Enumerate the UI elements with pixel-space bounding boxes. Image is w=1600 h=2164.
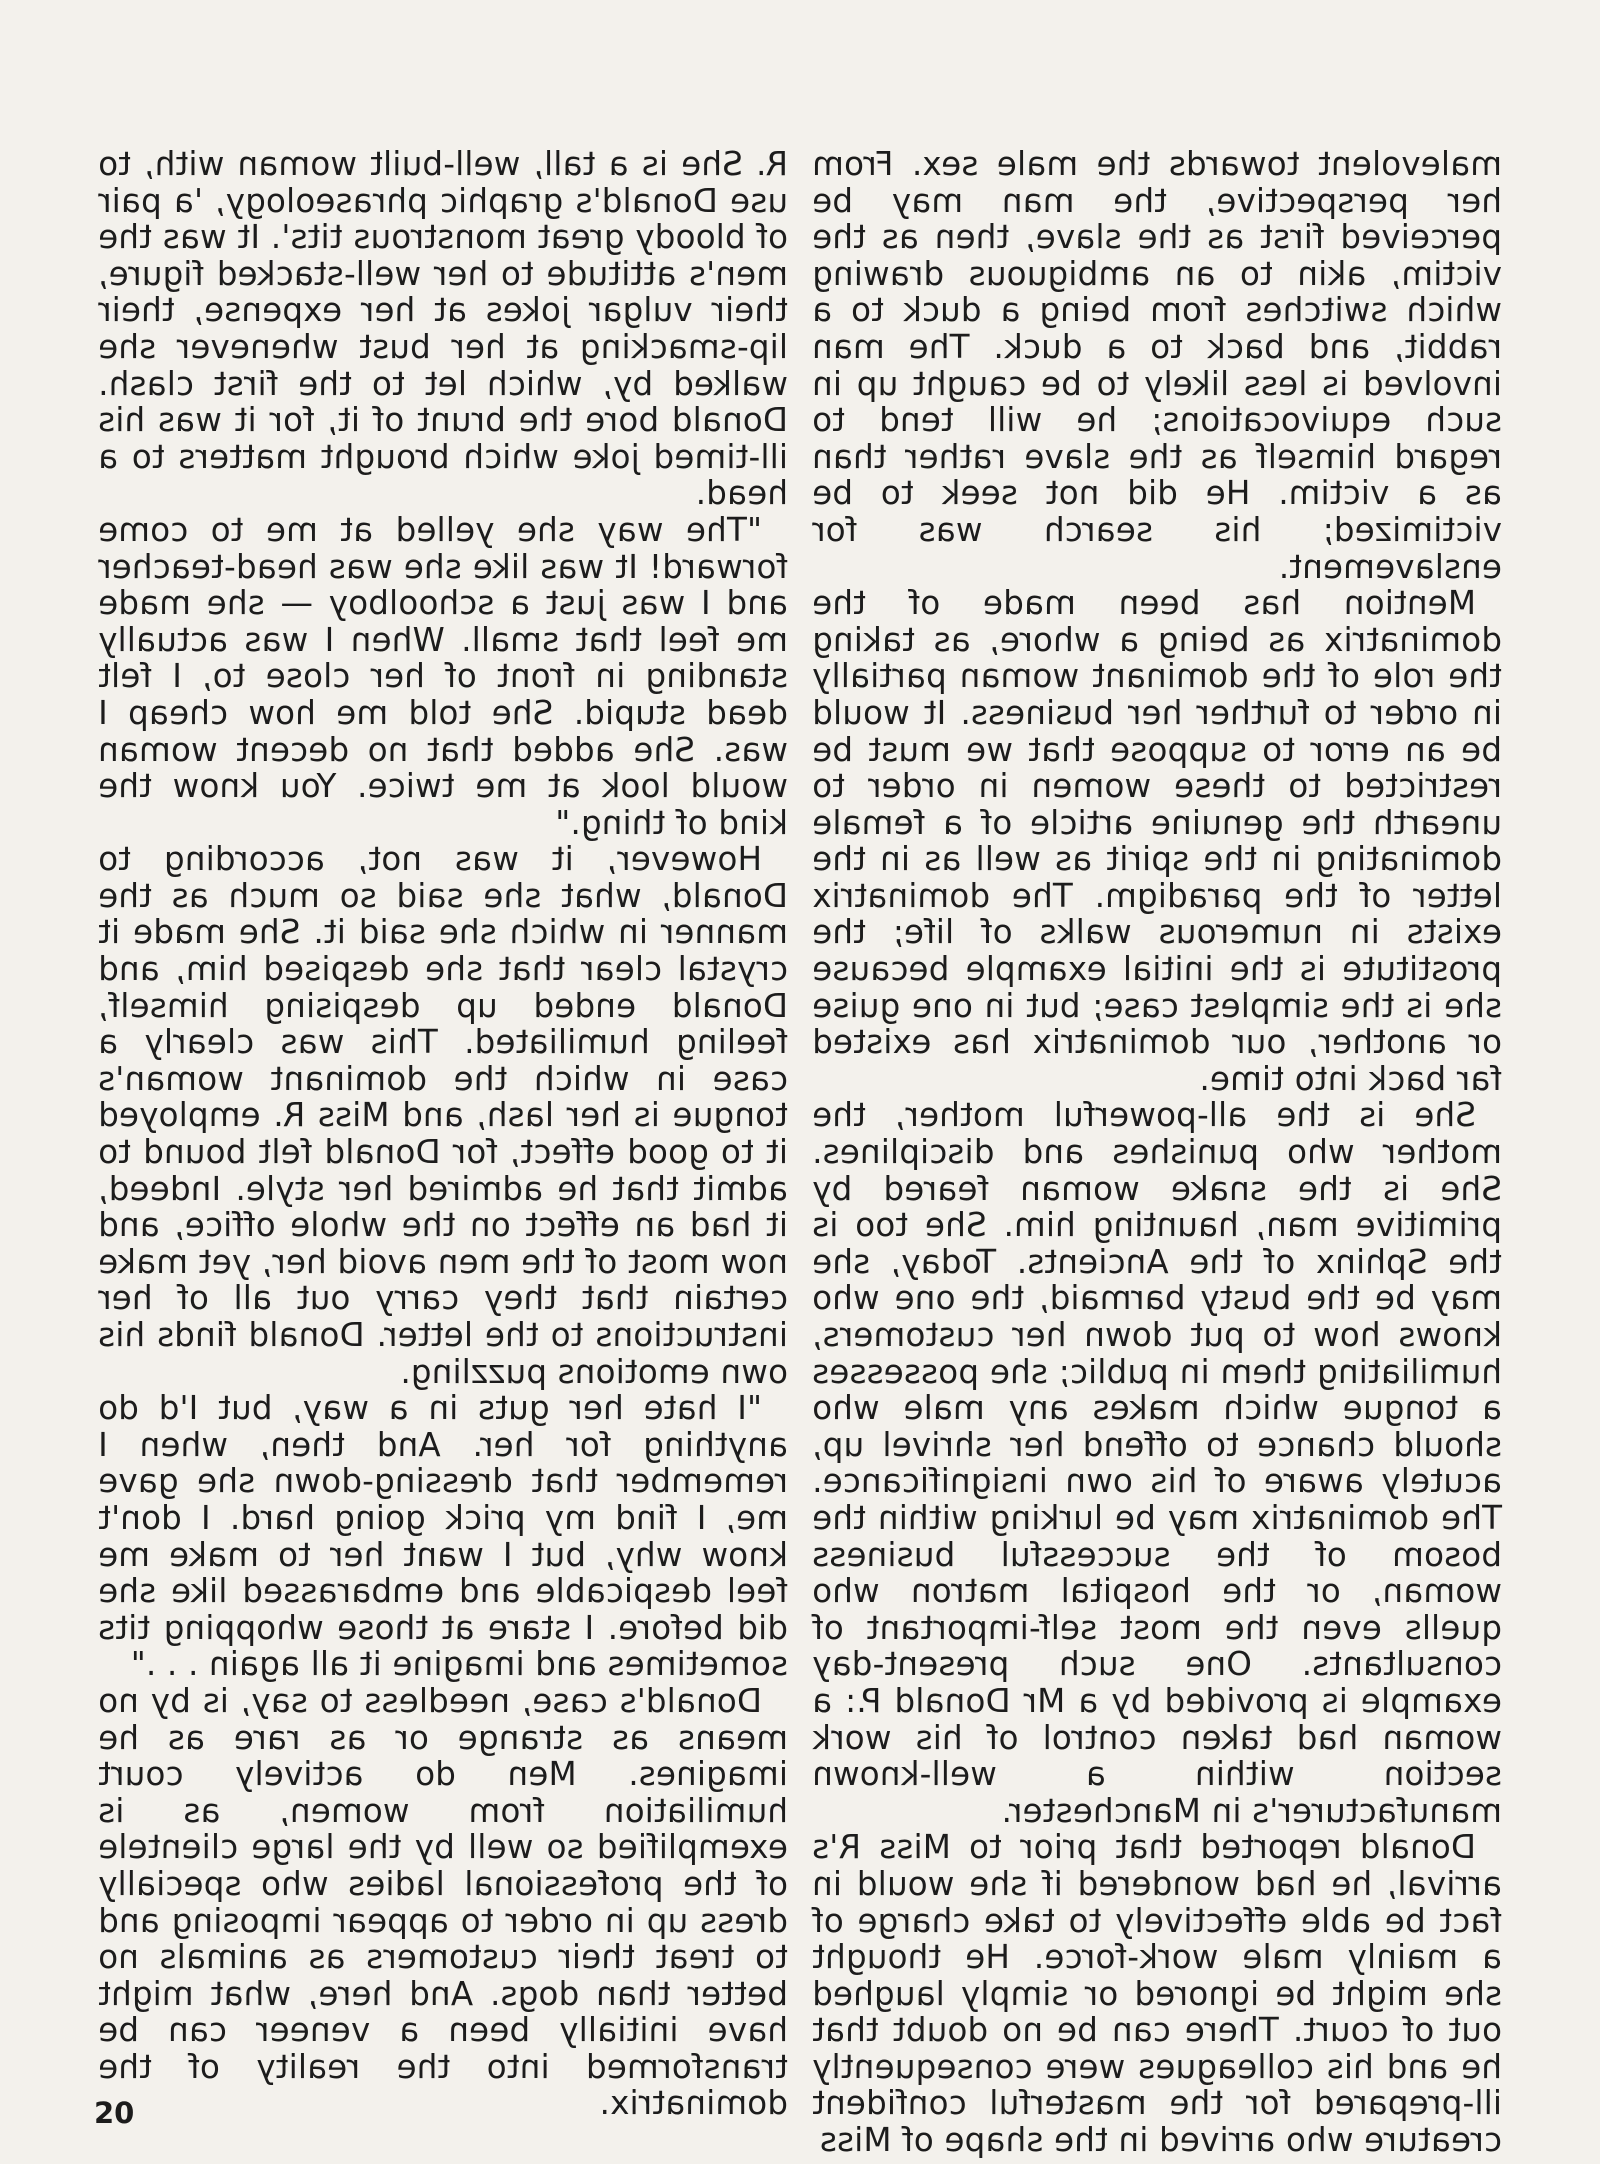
paragraph: Donald's case, needless to say, is by no means as strange or as rare as he imagines. Men do actively court humiliation from women, as is exemplified so well by the large clientele of the professional ladies who specially dress up in order to appear imposing and to treat their customers as animals no better than dogs. And here, what might have initially been a veneer can be transformed into the reality of the dominatrix. — [98, 1681, 788, 2123]
paragraph: Mention has been made of the dominatrix as being a whore, as taking the role of the dominant woman partially in order to further her business. It would be an error to suppose that we must be restricted to these women in order to unearth the genuine article of a female dominating in the spirit as well as in the letter of the paradigm. The dominatrix exists in numerous walks of life; the prostitute is the initial example because she is the simplest case; but in one guise or another, our dominatrix has existed far back into time. — [812, 584, 1502, 1098]
paragraph: "I hate her guts in a way, but I'd do anything for her. And then, when I remember that dressing-down she gave me, I find my prick going hard. I don't know why, but I want her to make me feel despicable and embarassed like she did before. I stare at those whopping tits sometimes and imagine it all again . . ." — [98, 1389, 788, 1684]
paragraph: malevolent towards the male sex. From her perspective, the man may be perceived first as the slave, then as the victim, akin to an ambiguous drawing which switches from being a duck to a rabbit, and back to a duck. The man involved is less likely to be caught up in such equivocations; he will tend to regard himself as the slave rather than as a victim. He did not seek to be victimized; his search was for enslavement. — [812, 145, 1502, 586]
paragraph: Donald reported that prior to Miss R's arrival, he had wondered if she would in fact be able effectively to take charge of a mainly male work-force. He thought she might be ignored or simply laughed out of court. There can be no doubt that he and his colleagues were consequently ill-prepared for the masterful confident creature who arrived in the shape of Miss — [812, 1828, 1502, 2160]
text-column-left — [812, 146, 1502, 2159]
paragraph: However, it was not, according to Donald, what she said so much as the manner in which she said it. She made it crystal clear that she despised him, and Donald ended up despising himself, feeling humiliated. This was clearly a case in which the dominant woman's tongue is her lash, and Miss R. employed it to good effect, for Donald felt bound to admit that he admired her style. Indeed, it had an effect on the whole office, and now most of the men avoid her, yet make certain that they carry out all of her instructions to the letter. Donald finds his own emotions puzzling. — [98, 840, 788, 1391]
text-column-right — [98, 146, 788, 2122]
paragraph: R. She is a tall, well-built woman with, to use Donald's graphic phraseology, 'a pair of bloody great monstrous tits'. It was the men's attitude to her well-stacked figure, their vulgar jokes at her expense, their lip-smacking at her bust whenever she walked by, which let to the first clash. Donald bore the brunt of it, for it was his ill-timed joke which brought matters to a head. — [98, 145, 788, 513]
page-number: 20 — [94, 2096, 135, 2130]
paragraph: "The way she yelled at me to come forward! It was like she was head-teacher and I was just a schoolboy — she made me feel that small. When I was actually standing in front of her close to, I felt dead stupid. She told me how cheap I was. She added that no decent woman would look at me twice. You know the kind of thing." — [98, 510, 788, 842]
paragraph: She is the all-powerful mother, the mother who punishes and disciplines. She is the snake woman feared by primitive man, haunting him. She too is the Sphinx of the Ancients. Today, she may be the busty barmaid, the one who knows how to put down her customers, humiliating them in public; she possesses a tongue which makes any male who should chance to offend her shrivel up, acutely aware of his own insignificance. The dominatrix may be lurking within the bosom of the successful business woman, or the hospital matron who quells even the most self-important of consultants. One such present-day example is provided by a Mr Donald P.: a woman had taken control of his work section within a well-known manufacturer's in Manchester. — [812, 1096, 1502, 1830]
